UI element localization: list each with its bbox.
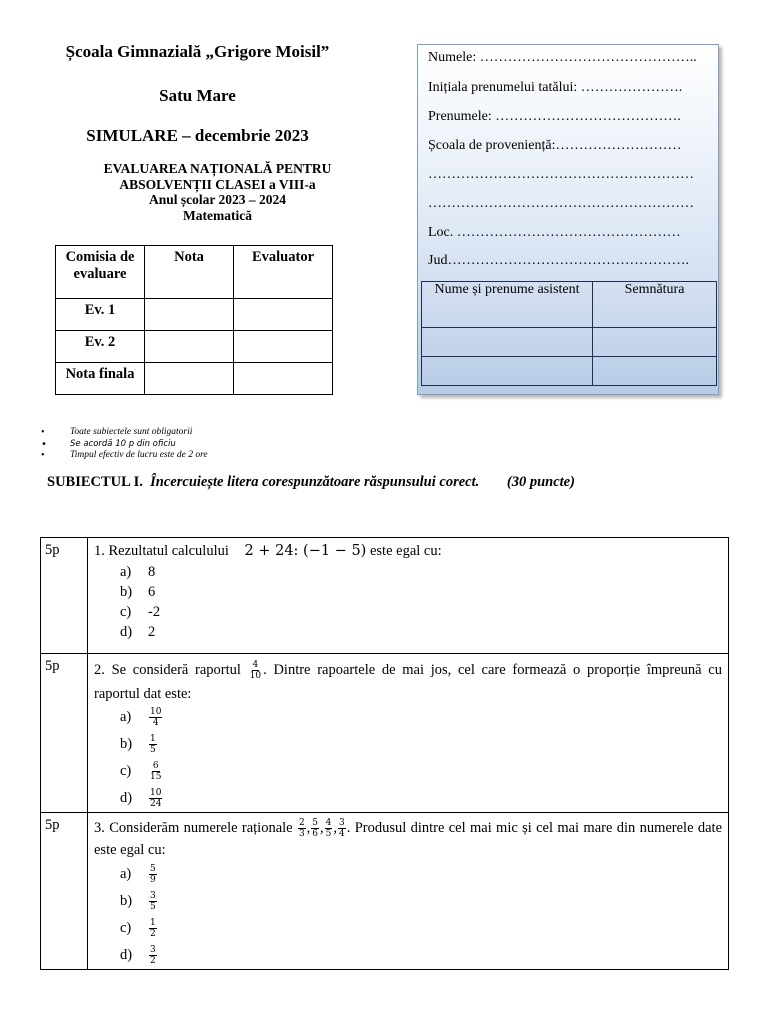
eval-header-grade: Nota	[145, 246, 234, 299]
questions-table	[40, 537, 729, 970]
eval-cell[interactable]	[145, 331, 234, 363]
fraction: $\frac{2}{3}$	[298, 818, 305, 840]
answer-option[interactable]: a) $\frac{10}{4}$	[120, 707, 162, 728]
question-text: 2. Se consideră raportul	[94, 662, 241, 678]
answer-option[interactable]: a) $\frac{5}{9}$	[120, 864, 156, 886]
id-field-county[interactable]: Jud…………………………………………….	[428, 253, 689, 268]
question-3: 3. Considerăm numerele raționale $\frac{2}{3}$ , $\frac{5}{6}$ , $\frac{4}{5}$ , $\frac{3}{4}$ . Produsul dintre cel mai mic și cel mai mare din numerele date este egal cu: a) $\frac{5}{9}$ b) $\frac{3}{5}$ c) $\frac{1}{2}$ d) $\frac{3}{2}$	[88, 813, 729, 970]
answer-option[interactable]: b) 6	[120, 584, 156, 600]
question-text: 1. Rezultatul calculului	[94, 543, 229, 559]
answer-option[interactable]: b) $\frac{3}{5}$	[120, 891, 156, 913]
eval-cell[interactable]	[145, 299, 234, 331]
math-expression: 2 + 24: (−1 − 5)	[244, 543, 367, 559]
assistant-cell[interactable]	[422, 328, 593, 357]
answer-option[interactable]: a) 8	[120, 564, 156, 580]
answer-option[interactable]: c) -2	[120, 604, 161, 620]
question-row	[41, 654, 729, 813]
school-name: Școala Gimnazială „Grigore Moisil”	[65, 42, 330, 61]
subject-instruction: Încercuiește litera corespunzătoare răspunsului corect.	[150, 474, 480, 490]
simulation-title: SIMULARE – decembrie 2023	[86, 126, 309, 145]
eval-cell[interactable]	[145, 363, 234, 395]
id-field-school-cont[interactable]: …………………………………………………	[428, 196, 694, 211]
answer-option[interactable]: c) $\frac{6}{15}$	[120, 761, 162, 782]
exam-title	[40, 161, 395, 223]
eval-cell[interactable]	[234, 331, 333, 363]
answer-option[interactable]: b) $\frac{1}{5}$	[120, 734, 156, 755]
id-field-school-cont[interactable]: …………………………………………………	[428, 167, 694, 182]
assistant-cell[interactable]	[593, 328, 717, 357]
answer-option[interactable]: d) $\frac{3}{2}$	[120, 945, 156, 967]
subject-heading	[47, 474, 575, 491]
question-points: 5p	[41, 654, 88, 813]
question-row	[41, 538, 729, 654]
eval-row-label: Ev. 2	[56, 331, 145, 363]
id-field-father-initial[interactable]: Inițiala prenumelui tatălui: ………………….	[428, 80, 683, 95]
id-field-school[interactable]: Școala de proveniență:………………………	[428, 138, 682, 153]
instruction-item: • Toate subiectele sunt obligatorii	[68, 427, 208, 439]
eval-cell[interactable]	[234, 363, 333, 395]
answer-option[interactable]: c) $\frac{1}{2}$	[120, 918, 156, 940]
exam-title-line: EVALUAREA NAȚIONALĂ PENTRU	[103, 161, 332, 176]
exam-title-line: ABSOLVENȚII CLASEI a VIII-a	[119, 176, 316, 192]
id-field-name[interactable]: Numele: ………………………………………..	[428, 50, 697, 65]
question-points: 5p	[41, 813, 88, 970]
question-text: . Produsul dintre cel mai mic și cel mai mare din numerele date este egal cu:	[94, 820, 722, 859]
assistant-cell[interactable]	[593, 357, 717, 386]
eval-header-evaluator: Evaluator	[234, 246, 333, 299]
fraction: $\frac{4}{5}$	[325, 818, 332, 840]
answer-option[interactable]: d) 2	[120, 624, 156, 640]
question-2	[88, 654, 729, 813]
exam-title-line: Matematică	[183, 207, 252, 223]
fraction: $\frac{4}{10}$	[249, 660, 262, 682]
eval-row-label: Ev. 1	[56, 299, 145, 331]
question-1	[88, 538, 729, 654]
instructions-list	[68, 427, 208, 462]
instruction-item: • Se acordă 10 p din oficiu	[68, 439, 208, 451]
fraction: $\frac{5}{6}$	[312, 818, 319, 840]
fraction: $\frac{3}{4}$	[339, 818, 345, 840]
id-field-locality[interactable]: Loc. …………………………………………	[428, 225, 681, 240]
eval-cell[interactable]	[234, 299, 333, 331]
city-name: Satu Mare	[159, 86, 236, 105]
assistant-header-signature: Semnătura	[593, 282, 717, 328]
subject-title: SUBIECTUL I.	[47, 474, 143, 490]
answer-option[interactable]: d) $\frac{10}{24}$	[120, 788, 162, 809]
eval-header-commission: Comisia de evaluare	[56, 246, 145, 299]
eval-row-label: Nota finala	[56, 363, 145, 395]
question-text: 3. Considerăm numerele raționale	[94, 820, 293, 836]
id-field-firstname[interactable]: Prenumele: ………………………………….	[428, 109, 681, 124]
question-points: 5p	[41, 538, 88, 654]
assistant-header-name: Nume și prenume asistent	[422, 282, 593, 328]
subject-points: (30 puncte)	[506, 474, 575, 490]
instruction-item: • Timpul efectiv de lucru este de 2 ore	[68, 450, 208, 462]
evaluation-table	[55, 245, 333, 395]
assistant-table	[421, 281, 717, 386]
exam-title-line: Anul școlar 2023 – 2024	[148, 192, 286, 207]
assistant-cell[interactable]	[422, 357, 593, 386]
question-row	[41, 813, 729, 970]
question-text: . Dintre rapoartele de mai jos, cel care formează o proporție împreună cu raportul dat este:	[94, 662, 722, 702]
student-id-box	[417, 44, 719, 395]
question-text: este egal cu:	[369, 543, 442, 559]
